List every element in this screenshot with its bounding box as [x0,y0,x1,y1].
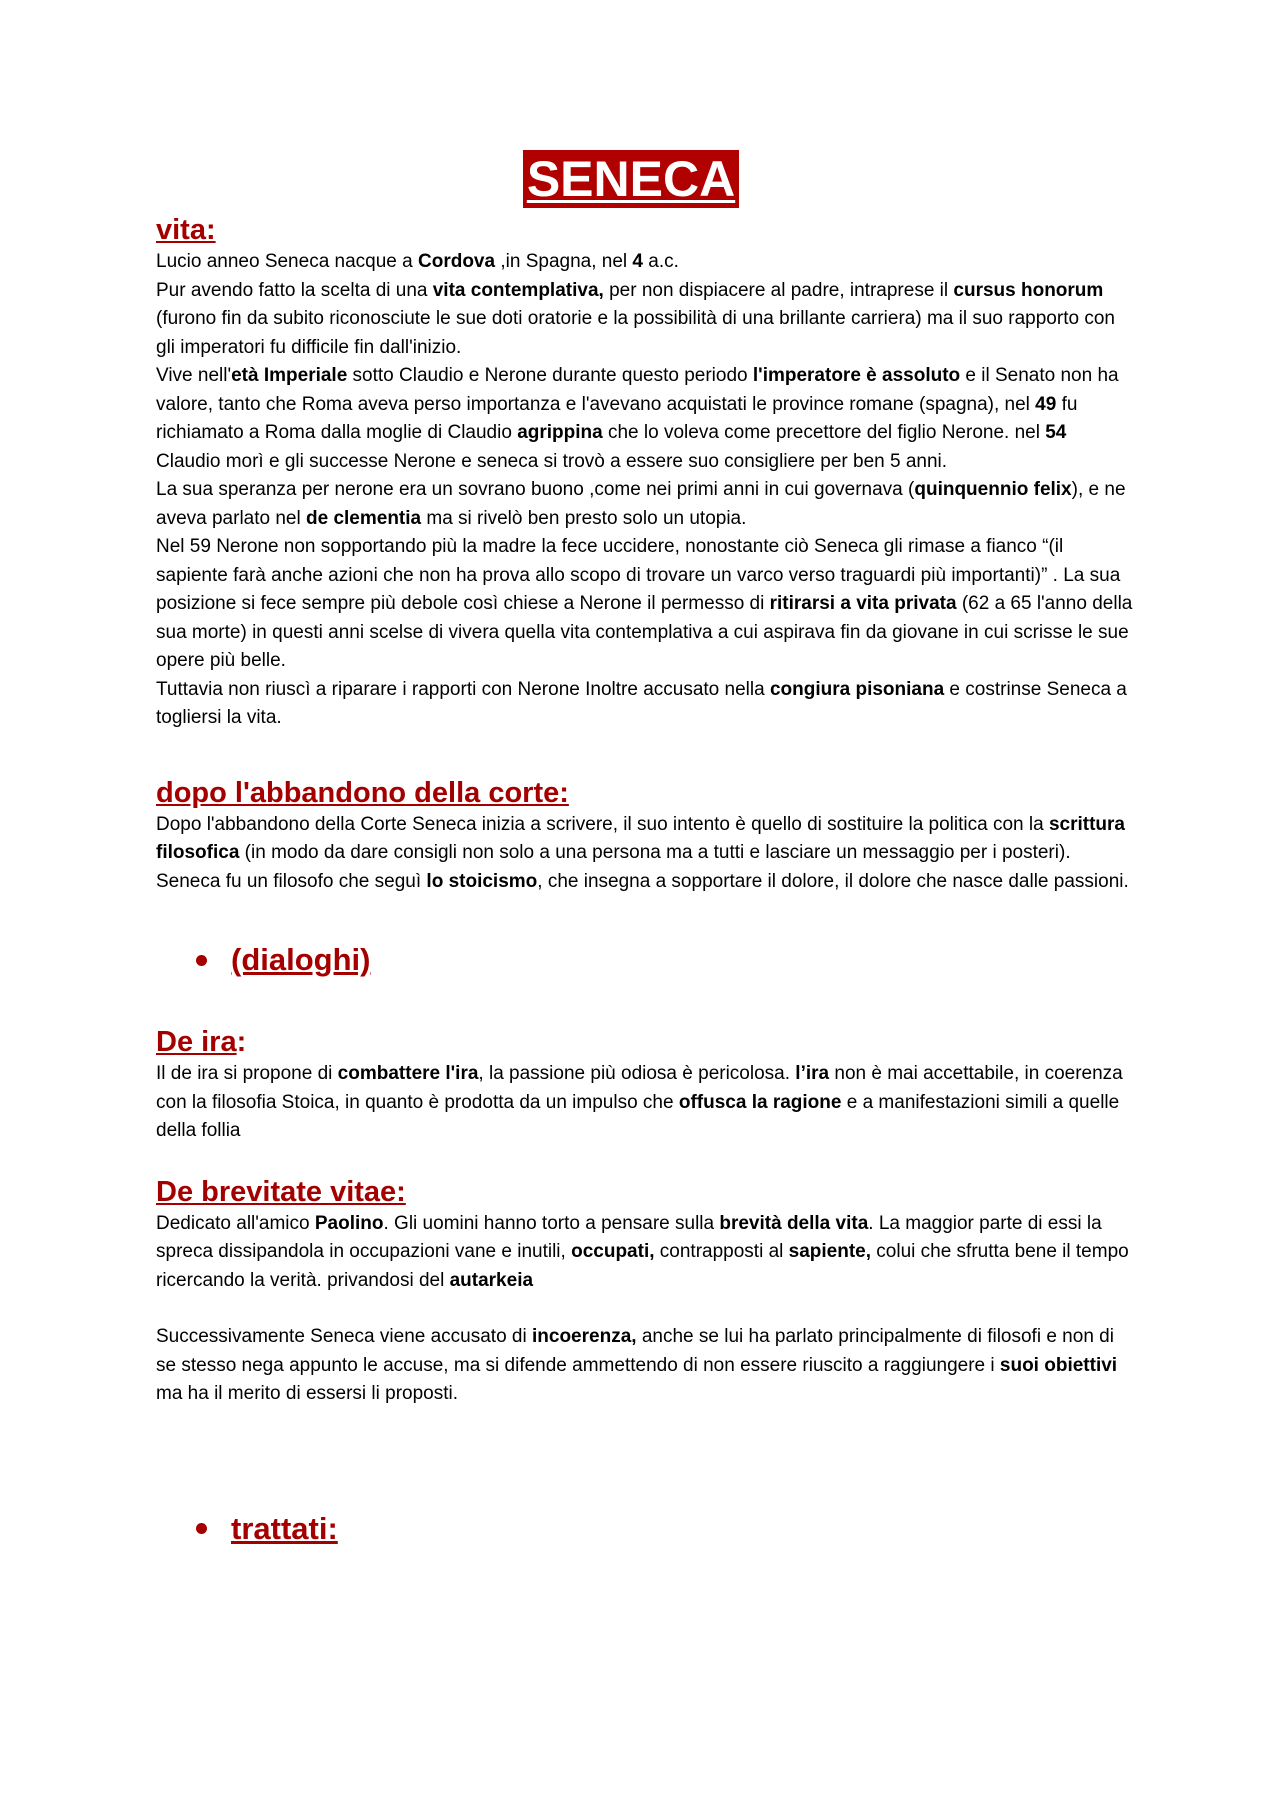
heading-dopo-abbandono: dopo l'abbandono della corte: [156,776,569,809]
heading-de-brevitate-vitae: De brevitate vitae: [156,1175,406,1208]
text-run: e il Senato non ha valore, tanto che Roma aveva perso importanza e l'avevano acquistati le province romane (spagna), nel [156,365,1119,415]
text-run: . Gli uomini hanno torto a pensare sulla [383,1212,720,1234]
text-run: fu richiamato a Roma dalla moglie di Claudio [156,393,1078,443]
text-run: Pur avendo fatto la scelta di una [156,279,433,301]
bold-text: congiura pisoniana [769,678,945,700]
paragraph [156,1060,1136,1146]
title-wrapper [106,150,1156,208]
bold-text: l’ira [795,1063,830,1084]
bold-text: agrippina [517,422,603,443]
text-run: che lo voleva come precettore del figlio Nerone. nel [602,422,1046,443]
bold-text: 4 [632,251,643,272]
bold-text: Paolino [314,1212,384,1234]
text-run: e a manifestazioni simili a quelle della follia [156,1091,1120,1141]
bold-text: offusca la ragione [678,1091,842,1113]
heading-de-ira-text: De ira [156,1026,237,1058]
paragraph [156,277,1136,363]
bold-text: vita contemplativa, [432,279,604,301]
text-run: Dedicato all'amico [156,1212,315,1234]
heading-de-ira-colon: : [236,1026,247,1058]
text-run: (62 a 65 l'anno della sua morte) in questi anni scelse di vivera quella vita contemplativa a cui aspirava fin da giovane in cui scrisse le sue opere più belle. [156,593,1133,671]
paragraph [156,476,1136,533]
bullet-dot [196,1523,207,1534]
paragraph [156,533,1136,676]
text-run: ma ha il merito di essersi li proposti. [156,1383,458,1404]
bold-text: quinquennio felix [914,479,1072,500]
text-run: Vive nell' [156,365,232,386]
bold-text: 49 [1035,393,1057,415]
text-run: Nel 59 Nerone non sopportando più la madre la fece uccidere, nonostante ciò Seneca gli rimase a fianco “(il sapiente farà anche azioni che non ha prova allo scopo di trovare un varco verso traguardi più importanti)” . La sua posizione si fece sempre più debole così chiese a Nerone il permesso di [156,536,1121,614]
bold-text: l'imperatore è assoluto [752,365,961,386]
bold-text: età Imperiale [231,365,348,386]
text-run: Dopo l'abbandono della Corte Seneca inizia a scrivere, il suo intento è quello di sostituire la politica con la [156,813,1049,835]
text-run: anche se lui ha parlato principalmente di filosofi e non di se stesso nega appunto le accuse, ma si difende ammettendo di non essere riuscito a raggiungere i [156,1326,1114,1376]
text-run: contrapposti al [654,1241,789,1262]
text-run: Claudio morì e gli successe Nerone e seneca si trovò a essere suo consigliere per ben 5 anni. [156,450,948,472]
bold-text: de clementia [306,507,422,529]
bold-text: combattere l'ira [337,1063,479,1084]
text-run: ), e ne aveva parlato nel [156,479,1126,529]
page-title: SENECA [523,150,739,208]
text-run: . La maggior parte di essi la spreca dissipandola in occupazioni vane e inutili, [156,1212,1102,1262]
text-run: La sua speranza per nerone era un sovrano buono ,come nei primi anni in cui governava ( [156,479,915,500]
text-run: ,in Spagna, nel [495,251,633,272]
text-run: , che insegna a sopportare il dolore, il dolore che nasce dalle passioni. [537,870,1129,892]
paragraph [156,1323,1136,1409]
bold-text: incoerenza, [532,1326,637,1347]
bold-text: suoi obiettivi [999,1354,1118,1376]
text-run: (furono fin da subito riconosciute le sue doti oratorie e la possibilità di una brillante carriera) ma il suo rapporto con gli imperatori fu difficile fin dall'inizio. [156,308,1115,358]
paragraph [156,811,1136,897]
paragraph [156,362,1136,476]
bold-text: cursus honorum [953,279,1104,301]
text-run: , la passione più odiosa è pericolosa. [478,1063,796,1084]
text-run: ma si rivelò ben presto solo un utopia. [421,507,747,529]
bold-text: brevità della vita [719,1212,869,1234]
text-run: non è mai accettabile, in coerenza con la filosofia Stoica, in quanto è prodotta da un impulso che [156,1063,1123,1113]
text-run: Lucio anneo Seneca nacque a [156,251,418,272]
bold-text: autarkeia [449,1269,534,1291]
paragraph [156,248,1136,277]
bold-text: sapiente, [788,1241,872,1262]
text-run: Tuttavia non riuscì a riparare i rapporti con Nerone Inoltre accusato nella [156,678,770,700]
bullet-trattati [196,1509,1136,1549]
document-page [156,150,1136,1549]
bullet-dot [196,955,207,966]
paragraph [156,1210,1136,1296]
bold-text: 54 [1045,422,1067,443]
text-run: per non dispiacere al padre, intraprese il [603,279,954,301]
bold-text: ritirarsi a vita privata [769,593,957,614]
bold-text: scrittura filosofica [156,813,1125,863]
text-run: e costrinse Seneca a togliersi la vita. [156,678,1127,728]
text-run: Successivamente Seneca viene accusato di [156,1326,532,1347]
heading-vita: vita: [156,214,216,246]
heading-de-ira [156,1024,1136,1060]
bold-text: occupati, [571,1241,655,1262]
text-run: colui che sfrutta bene il tempo ricercando la verità. privandosi del [156,1241,1129,1291]
paragraph [156,676,1136,733]
bold-text: Cordova [418,251,496,272]
bullet-label-trattati: trattati: [231,1510,338,1546]
text-run: a.c. [642,251,679,272]
text-run: Il de ira si propone di [156,1063,338,1084]
bullet-label-dialoghi: (dialoghi) [231,942,371,977]
text-run: sotto Claudio e Nerone durante questo periodo [347,365,753,386]
bullet-dialoghi [196,940,1136,980]
bold-text: lo stoicismo [426,870,538,892]
text-run: (in modo da dare consigli non solo a una persona ma a tutti e lasciare un messaggio per i posteri). Seneca fu un filosofo che seguì [156,842,1071,892]
